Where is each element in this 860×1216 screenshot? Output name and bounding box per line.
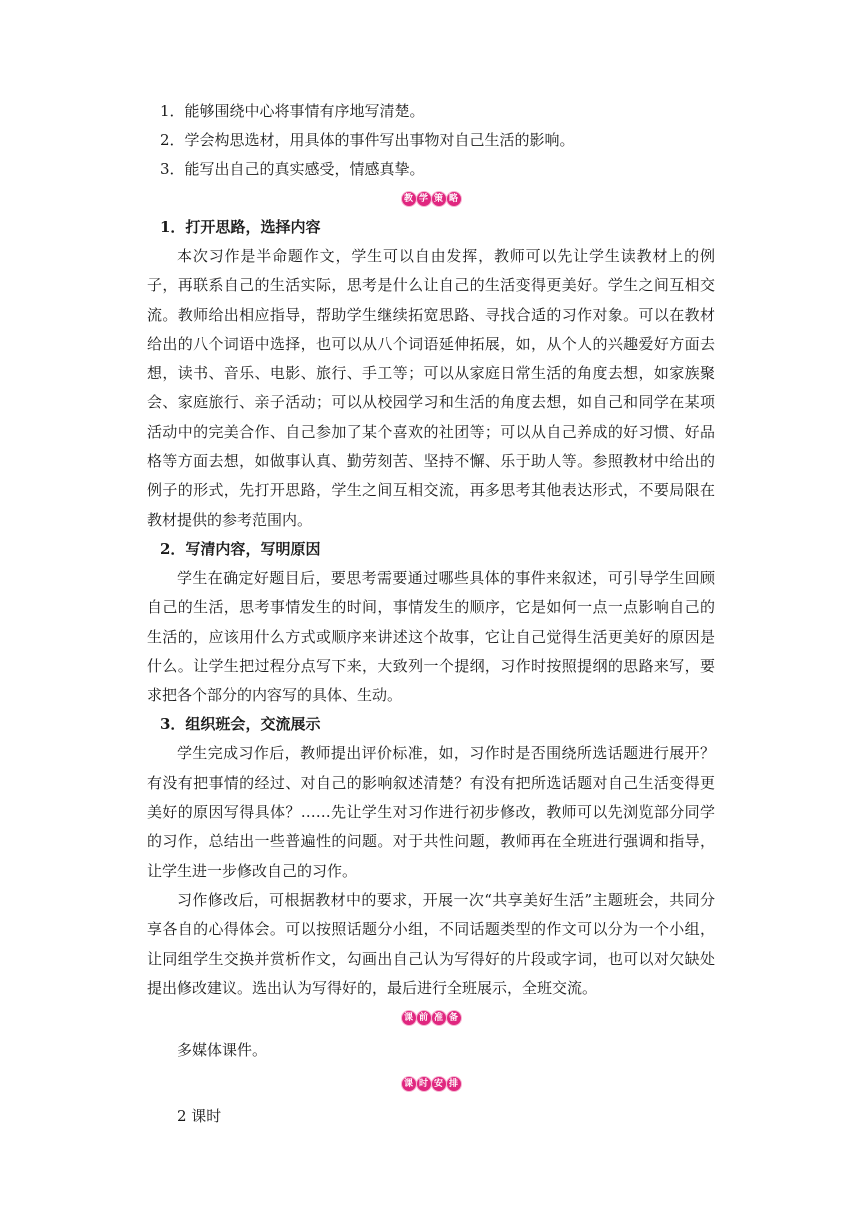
section-paragraph-1: 本次习作是半命题作文，学生可以自由发挥，教师可以先让学生读教材上的例子，再联系自己的生活实际，思考是什么让自己的生活变得更美好。学生之间互相交流。教师给出相应指导，帮助学生继续拓宽思路、寻找合适的习作对象。可以在教材给出的八个词语中选择，也可以从八个词语延伸拓展，如，从个人的兴趣爱好方面去想，读书、音乐、电影、旅行、手工等；可以从家庭日常生活的角度去想，如家族聚会、家庭旅行、亲子活动；可以从校园学习和生活的角度去想，如自己和同学在某项活动中的完美合作、自己参加了某个喜欢的社团等；可以从自己养成的好习惯、好品格等方面去想，如做事认真、勤劳刻苦、坚持不懈、乐于助人等。参照教材中给出的例子的形式，先打开思路，学生之间互相交流，再多思考其他表达形式，不要局限在教材提供的参考范围内。 xyxy=(147,247,715,529)
badge-char: 略 xyxy=(447,192,461,206)
strategy-badge xyxy=(147,184,715,213)
goal-item-3: 3．能写出自己的真实感受，情感真挚。 xyxy=(160,160,425,178)
section-paragraph-3b: 习作修改后，可根据教材中的要求，开展一次“共享美好生活”主题班会，共同分享各自的心得体会。可以按照话题分小组，不同话题类型的作文可以分为一个小组，让同组学生交换并赏析作文，勾画出自己认为写得好的片段或字词，也可以对欠缺处提出修改建议。选出认为写得好的，最后进行全班展示，全班交流。 xyxy=(147,890,715,997)
section-paragraph-2: 学生在确定好题目后，要思考需要通过哪些具体的事件来叙述，可引导学生回顾自己的生活，思考事情发生的时间，事情发生的顺序，它是如何一点一点影响自己的生活的，应该用什么方式或顺序来讲述这个故事，它让自己觉得生活更美好的原因是什么。让学生把过程分点写下来，大致列一个提纲，习作时按照提纲的思路来写，要求把各个部分的内容写的具体、生动。 xyxy=(147,568,715,705)
schedule-badge xyxy=(147,1069,715,1098)
badge-char: 准 xyxy=(432,1011,446,1025)
badge-char: 课 xyxy=(402,1011,416,1025)
prep-text: 多媒体课件。 xyxy=(177,1041,268,1060)
prep-badge xyxy=(147,1003,715,1032)
badge-char: 教 xyxy=(402,192,416,206)
badge-char: 学 xyxy=(417,192,431,206)
document-page xyxy=(147,97,715,1131)
badge-char: 时 xyxy=(417,1077,431,1091)
badge-char: 策 xyxy=(432,192,446,206)
section-heading-2: 2．写清内容，写明原因 xyxy=(160,539,321,558)
goal-item-2: 2．学会构思选材，用具体的事件写出事物对自己生活的影响。 xyxy=(160,131,575,149)
badge-char: 课 xyxy=(402,1077,416,1091)
section-heading-1: 1．打开思路，选择内容 xyxy=(160,218,321,236)
badge-char: 前 xyxy=(417,1011,431,1025)
section-heading-3: 3．组织班会，交流展示 xyxy=(160,715,321,734)
badge-char: 安 xyxy=(432,1077,446,1091)
badge-char: 排 xyxy=(447,1077,461,1091)
schedule-text: 2 课时 xyxy=(177,1107,222,1126)
section-paragraph-3a: 学生完成习作后，教师提出评价标准，如，习作时是否围绕所选话题进行展开？有没有把事情的经过、对自己的影响叙述清楚？有没有把所选话题对自己生活变得更美好的原因写得具体？……先让学生对习作进行初步修改，教师可以先浏览部分同学的习作，总结出一些普遍性的问题。对于共性问题，教师再在全班进行强调和指导，让学生进一步修改自己的习作。 xyxy=(147,744,715,880)
badge-char: 备 xyxy=(447,1011,461,1025)
goal-item-1: 1．能够围绕中心将事情有序地写清楚。 xyxy=(160,102,425,120)
